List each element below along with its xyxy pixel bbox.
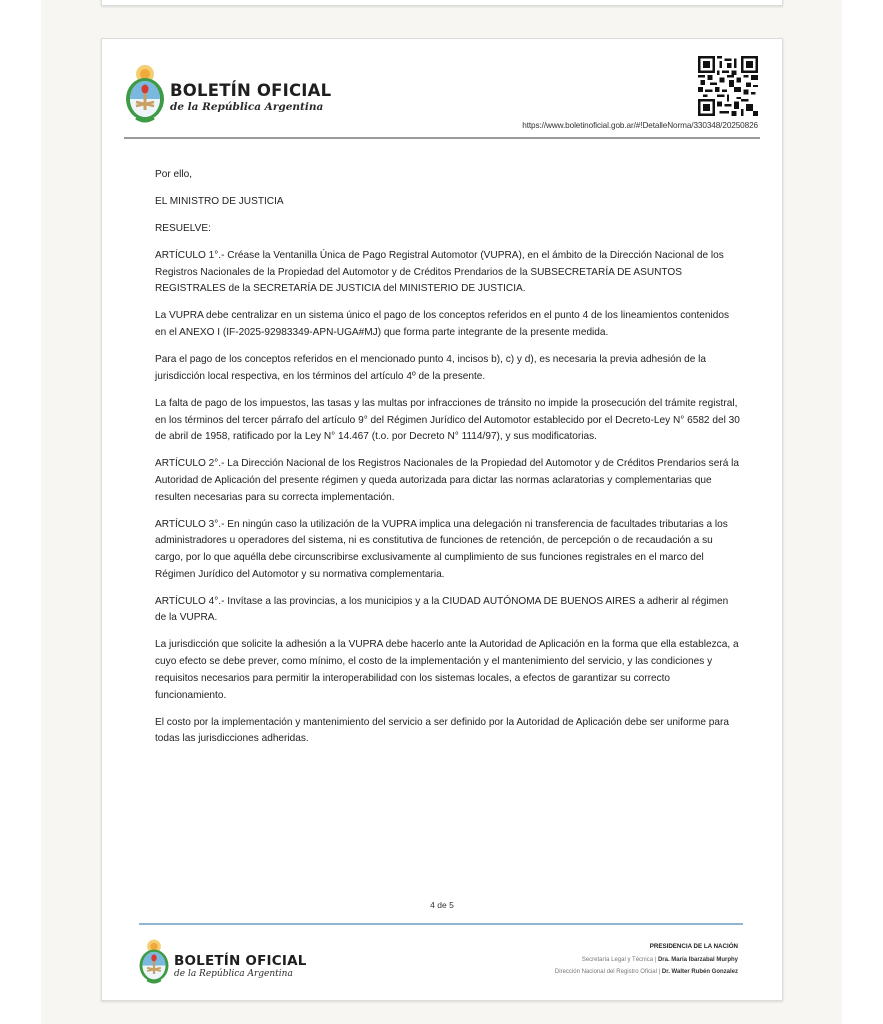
paragraph: ARTÍCULO 2°.- La Dirección Nacional de los Registros Nacionales de la Propiedad del Automotor y de Créditos Prendarios será la Autoridad de Aplicación del presente régimen y queda autorizada para dictar las normas aclaratorias y complementarias que resulten necesarias para su correcta implementación. (155, 458, 739, 503)
footer-divider (139, 923, 743, 925)
coat-of-arms-icon (124, 62, 166, 124)
credit-name: Dra. María Ibarzabal Murphy (657, 956, 738, 963)
paragraph: ARTÍCULO 3°.- En ningún caso la utilización de la VUPRA implica una delegación ni transferencia de facultades tributarias a los administradores u operadores del sistema, ni es constitutiva de funciones de retención, de percepción o de recaudación a su cargo, por lo que aquélla debe circunscribirse exclusivamente al cumplimiento de sus funciones registrales en el marco del Régimen Jurídico del Automotor y su normativa complementaria. (155, 518, 728, 580)
paragraph: La jurisdicción que solicite la adhesión a la VUPRA debe hacerlo ante la Autoridad de Aplicación en la forma que ella establezca, a cuyo efecto se debe prever, como mínimo, el costo de la implementación y el mantenimiento del servicio, y las condiciones y requisitos necesarios para permitir la interoperabilidad con los sistemas locales, a efectos de garantizar su correcto funcionamiento. (155, 639, 739, 701)
page-number: 4 de 5 (430, 900, 454, 910)
document-body (155, 167, 740, 758)
credit-label: Secretaría Legal y Técnica | (581, 956, 657, 963)
footer-brand-subtitle: de la República Argentina (174, 969, 293, 979)
paragraph: Por ello, (155, 169, 193, 180)
paragraph: El costo por la implementación y mantenimiento del servicio a ser definido por la Autoridad de Aplicación debe ser uniforme para todas las jurisdicciones adheridas. (155, 716, 729, 745)
paragraph: ARTÍCULO 1°.- Créase la Ventanilla Única de Pago Registral Automotor (VUPRA), en el ámbito de la Dirección Nacional de los Registros Nacionales de la Propiedad del Automotor y de Créditos Prendarios de la SUBSECRETARÍA DE ASUNTOS REGISTRALES de la SECRETARÍA DE JUSTICIA del MINISTERIO DE JUSTICIA. (155, 250, 724, 295)
paragraph: ARTÍCULO 4°.- Invítase a las provincias, a los municipios y a la CIUDAD AUTÓNOMA DE BUENOS AIRES a adherir al régimen de la VUPRA. (155, 595, 729, 624)
footer-brand-title: BOLETÍN OFICIAL (174, 953, 307, 969)
paragraph: EL MINISTRO DE JUSTICIA (155, 196, 284, 207)
qr-code-icon (698, 56, 758, 116)
previous-page-edge (101, 0, 783, 6)
paragraph: RESUELVE: (155, 223, 211, 234)
footer-credits (555, 941, 738, 979)
coat-of-arms-icon (138, 937, 170, 985)
credit-name: Dr. Walter Rubén Gonzalez (661, 969, 738, 975)
document-url-link[interactable]: https://www.boletinoficial.gob.ar/#!DetalleNorma/330348/20250826 (522, 121, 758, 130)
document-page (101, 38, 783, 1001)
presidency-label: PRESIDENCIA DE LA NACIÓN (649, 943, 738, 950)
brand-title: BOLETÍN OFICIAL (170, 81, 332, 100)
paragraph: Para el pago de los conceptos referidos en el mencionado punto 4, incisos b), c) y d), es necesaria la previa adhesión de la jurisdicción local respectiva, en los términos del artículo 4º de la presente. (155, 354, 706, 382)
credit-line (555, 966, 738, 979)
header-divider (124, 137, 760, 139)
brand-subtitle: de la República Argentina (170, 101, 324, 113)
paragraph: La falta de pago de los impuestos, las tasas y las multas por infracciones de tránsito no impide la prosecución del trámite registral, en los términos del tercer párrafo del artículo 9° del Régimen Jurídico del Automotor establecido por el Decreto-Ley N° 6582 del 30 de abril de 1958, ratificado por la Ley N° 14.467 (t.o. por Decreto N° 1114/97), y sus modificatorias. (155, 397, 740, 443)
paragraph: La VUPRA debe centralizar en un sistema único el pago de los conceptos referidos en el punto 4 de los lineamientos contenidos en el ANEXO I (IF-2025-92983349-APN-UGA#MJ) que forma parte integrante de la presente medida. (155, 310, 730, 339)
credit-line (555, 954, 738, 967)
credit-label: Dirección Nacional del Registro Oficial | (554, 969, 661, 975)
